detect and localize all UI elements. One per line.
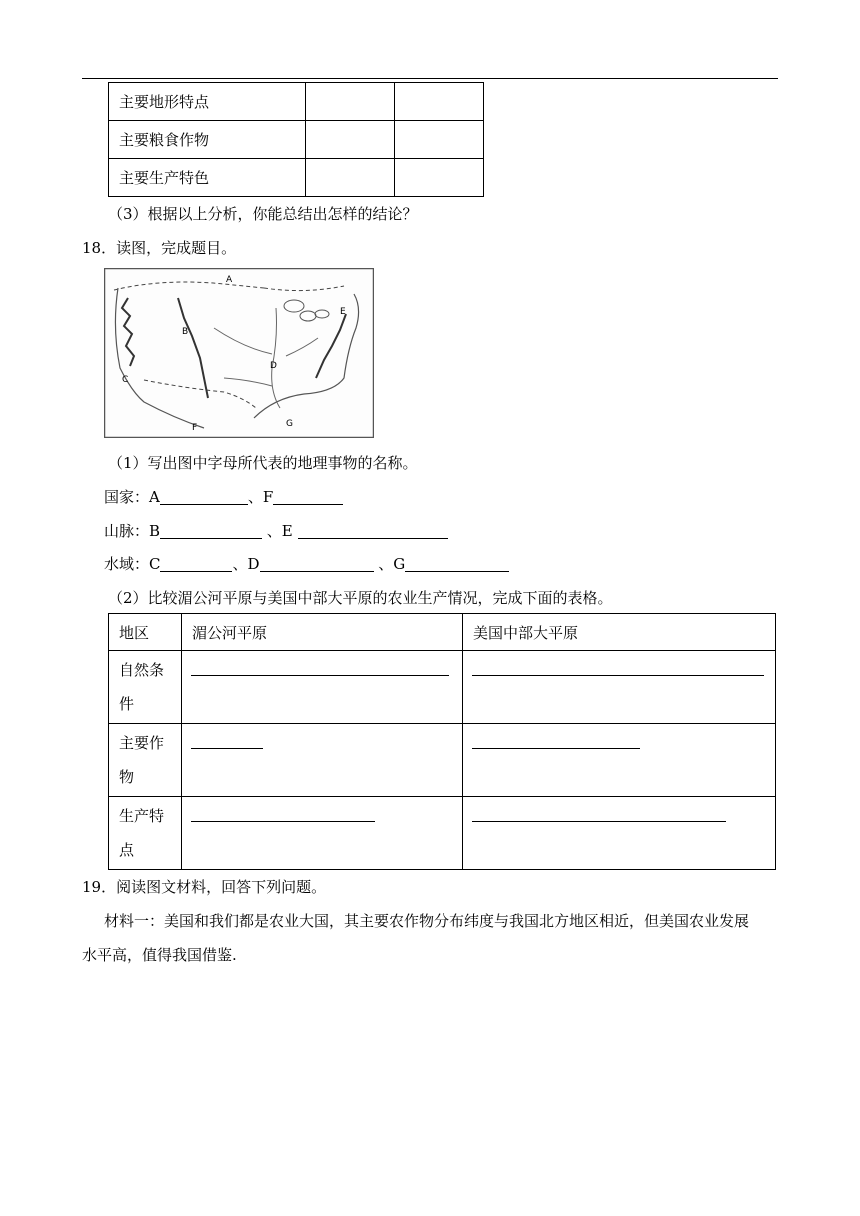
water-prefix: 水域：C xyxy=(104,555,161,573)
table-row xyxy=(109,159,484,197)
row-label-line: 点 xyxy=(119,841,135,859)
answer-blank[interactable] xyxy=(472,748,640,749)
row-label-line: 主要作 xyxy=(119,734,165,752)
material-1-line-2: 水平高，值得我国借鉴. xyxy=(82,946,237,964)
mountain-prefix: 山脉：B xyxy=(104,522,161,540)
row-label-line: 生产特 xyxy=(119,807,165,825)
mountain-line xyxy=(104,520,448,541)
answer-cell[interactable] xyxy=(463,724,776,797)
header-rule xyxy=(82,78,778,79)
table-header-row xyxy=(109,614,776,651)
answer-blank-c[interactable] xyxy=(160,555,232,572)
header-region: 地区 xyxy=(109,614,182,651)
water-line xyxy=(104,553,509,574)
map-label-c: C xyxy=(122,375,129,385)
answer-cell[interactable] xyxy=(395,159,484,197)
table-row xyxy=(109,121,484,159)
answer-cell[interactable] xyxy=(463,797,776,870)
material-1-line-1: 材料一：美国和我们都是农业大国，其主要农作物分布纬度与我国北方地区相近，但美国农业发展 xyxy=(104,912,750,930)
row-label-line: 件 xyxy=(119,695,135,713)
table-row xyxy=(109,83,484,121)
answer-blank[interactable] xyxy=(191,821,375,822)
answer-cell[interactable] xyxy=(395,121,484,159)
answer-cell[interactable] xyxy=(182,797,463,870)
question-17-3: （3）根据以上分析，你能总结出怎样的结论？ xyxy=(108,205,418,223)
answer-cell[interactable] xyxy=(306,121,395,159)
question-19-title: 19．阅读图文材料，回答下列问题。 xyxy=(82,878,327,896)
answer-blank-d[interactable] xyxy=(260,555,374,572)
answer-cell[interactable] xyxy=(463,651,776,724)
header-great-plains: 美国中部大平原 xyxy=(463,614,776,651)
map-label-e: E xyxy=(340,307,346,317)
country-separator: 、F xyxy=(247,488,274,506)
water-separator-g: 、G xyxy=(373,555,406,573)
map-label-b: B xyxy=(182,327,189,337)
row-label: 主要生产特色 xyxy=(109,159,306,197)
map-label-g: G xyxy=(286,419,293,429)
row-label xyxy=(109,724,182,797)
row-label: 主要地形特点 xyxy=(109,83,306,121)
country-prefix: 国家：A xyxy=(104,488,160,506)
water-separator-d: 、D xyxy=(232,555,260,573)
country-line xyxy=(104,486,343,507)
answer-blank-e[interactable] xyxy=(298,522,448,539)
answer-blank-a[interactable] xyxy=(160,488,248,505)
answer-cell[interactable] xyxy=(306,83,395,121)
row-label xyxy=(109,797,182,870)
question-18-title: 18．读图，完成题目。 xyxy=(82,239,237,257)
comparison-table-top xyxy=(108,82,484,197)
answer-cell[interactable] xyxy=(182,651,463,724)
row-label-line: 自然条 xyxy=(119,661,165,679)
map-label-f: F xyxy=(192,423,198,433)
row-label xyxy=(109,651,182,724)
question-18-1: （1）写出图中字母所代表的地理事物的名称。 xyxy=(108,454,418,472)
answer-blank[interactable] xyxy=(191,748,263,749)
answer-cell[interactable] xyxy=(395,83,484,121)
answer-blank-g[interactable] xyxy=(405,555,509,572)
map-label-a: A xyxy=(226,275,233,285)
answer-blank[interactable] xyxy=(472,821,726,822)
mountain-separator: 、E xyxy=(262,522,298,540)
answer-cell[interactable] xyxy=(182,724,463,797)
map-label-d: D xyxy=(270,361,277,371)
agriculture-comparison-table xyxy=(108,613,776,870)
table-row xyxy=(109,797,776,870)
row-label-line: 物 xyxy=(119,768,135,786)
question-18-2: （2）比较湄公河平原与美国中部大平原的农业生产情况，完成下面的表格。 xyxy=(108,589,613,607)
answer-blank[interactable] xyxy=(472,675,764,676)
table-row xyxy=(109,724,776,797)
answer-blank-f[interactable] xyxy=(273,488,343,505)
usa-map-figure xyxy=(104,268,374,438)
table-row xyxy=(109,651,776,724)
answer-blank[interactable] xyxy=(191,675,449,676)
answer-blank-b[interactable] xyxy=(160,522,262,539)
answer-cell[interactable] xyxy=(306,159,395,197)
header-mekong: 湄公河平原 xyxy=(182,614,463,651)
row-label: 主要粮食作物 xyxy=(109,121,306,159)
